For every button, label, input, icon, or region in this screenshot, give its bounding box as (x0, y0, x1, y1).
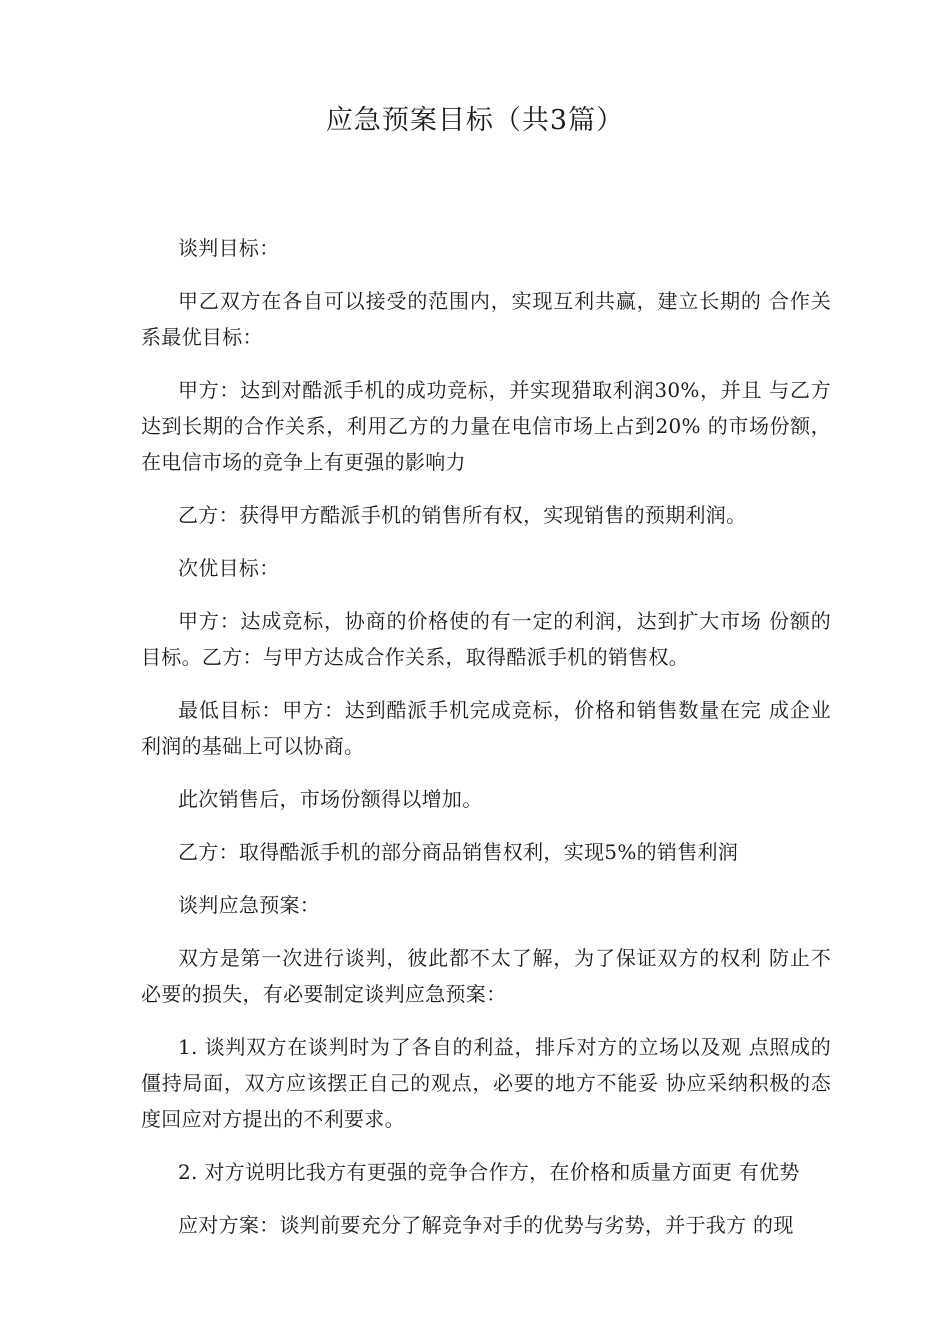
paragraph-10: 谈判应急预案： (178, 893, 321, 917)
paragraph-7: 最低目标：甲方：达到酷派手机完成竞标，价格和销售数量在完 成企业利润的基础上可以协商。 (141, 698, 831, 758)
paragraph-6: 甲方：达成竞标，协商的价格使的有一定的利润，达到扩大市场 份额的目标。乙方：与甲方达成合作关系，取得酷派手机的销售权。 (141, 609, 831, 669)
paragraph-4: 乙方：获得甲方酷派手机的销售所有权，实现销售的预期利润。 (178, 503, 747, 527)
document-title: 应急预案目标（共3篇） (325, 105, 625, 136)
paragraph-12: 1. 谈判双方在谈判时为了各自的利益，排斥对方的立场以及观 点照成的僵持局面，双方应该摆正自己的观点，必要的地方不能妥 协应采纳积极的态度回应对方提出的不利要求。 (141, 1035, 831, 1131)
paragraph-2: 甲乙双方在各自可以接受的范围内，实现互利共赢，建立长期的 合作关系最优目标： (141, 289, 831, 349)
paragraph-13: 2. 对方说明比我方有更强的竞争合作方，在价格和质量方面更 有优势 (178, 1160, 800, 1184)
document-body (141, 230, 831, 1260)
paragraph-8: 此次销售后，市场份额得以增加。 (178, 787, 483, 811)
paragraph-14: 应对方案：谈判前要充分了解竞争对手的优势与劣势，并于我方 的现 (178, 1213, 794, 1237)
paragraph-1: 谈判目标： (178, 236, 280, 260)
paragraph-9: 乙方：取得酷派手机的部分商品销售权利，实现5%的销售利润 (178, 840, 739, 864)
paragraph-11: 双方是第一次进行谈判，彼此都不太了解，为了保证双方的权利 防止不必要的损失，有必要制定谈判应急预案： (141, 946, 831, 1006)
paragraph-3: 甲方：达到对酷派手机的成功竞标，并实现猎取利润30%，并且 与乙方达到长期的合作关系，利用乙方的力量在电信市场上占到20% 的市场份额，在电信市场的竞争上有更强的影响力 (141, 378, 831, 474)
paragraph-5: 次优目标： (178, 556, 280, 580)
